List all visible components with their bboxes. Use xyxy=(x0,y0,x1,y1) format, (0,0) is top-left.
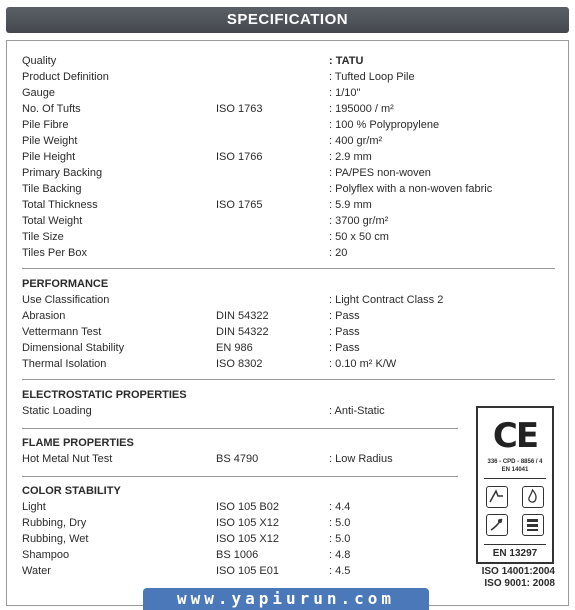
spec-value: : TATU xyxy=(329,55,364,67)
spec-value: : Anti-Static xyxy=(329,405,385,417)
spec-value: : 100 % Polypropylene xyxy=(329,119,440,131)
spec-label: Dimensional Stability xyxy=(22,342,125,354)
spec-standard: ISO 105 B02 xyxy=(216,501,279,513)
spec-value: : 2.9 mm xyxy=(329,151,372,163)
spec-value: : Low Radius xyxy=(329,453,393,465)
spec-label: Water xyxy=(22,565,51,577)
spec-label: Pile Weight xyxy=(22,135,78,147)
spec-label: Thermal Isolation xyxy=(22,358,107,370)
spec-value: : 195000 / m² xyxy=(329,103,394,115)
spec-label: Shampoo xyxy=(22,549,70,561)
spec-standard: ISO 1765 xyxy=(216,199,263,211)
flame-icon xyxy=(522,486,544,508)
section-title: PERFORMANCE xyxy=(22,278,109,290)
thermal-icon xyxy=(522,514,544,536)
specification-header: SPECIFICATION xyxy=(6,7,569,33)
spec-value: : Pass xyxy=(329,342,360,354)
section-divider xyxy=(22,476,458,477)
spec-standard: ISO 105 X12 xyxy=(216,517,279,529)
spec-value: : 400 gr/m² xyxy=(329,135,383,147)
iso-14001: ISO 14001:2004 xyxy=(481,566,555,577)
spec-label: No. Of Tufts xyxy=(22,103,81,115)
spec-standard: DIN 54322 xyxy=(216,310,269,322)
spec-label: Tile Size xyxy=(22,231,64,243)
spec-value: : 50 x 50 cm xyxy=(329,231,389,243)
section-title: COLOR STABILITY xyxy=(22,485,121,497)
spec-standard: ISO 105 X12 xyxy=(216,533,279,545)
spec-value: : 20 xyxy=(329,247,348,259)
section-divider xyxy=(22,379,555,380)
spec-label: Rubbing, Wet xyxy=(22,533,89,545)
spec-standard: EN 986 xyxy=(216,342,253,354)
spec-label: Quality xyxy=(22,55,57,67)
cert-divider-2 xyxy=(484,544,546,545)
section-divider xyxy=(22,268,555,269)
ce-mark: CE xyxy=(492,416,538,456)
spec-value: : 4.4 xyxy=(329,501,351,513)
spec-label: Primary Backing xyxy=(22,167,103,179)
spec-value: : 1/10" xyxy=(329,87,361,99)
spec-value: : Tufted Loop Pile xyxy=(329,71,415,83)
spec-label: Use Classification xyxy=(22,294,110,306)
spec-standard: DIN 54322 xyxy=(216,326,269,338)
spec-value: : 0.10 m² K/W xyxy=(329,358,397,370)
spec-label: Abrasion xyxy=(22,310,66,322)
floor-covering-icon xyxy=(486,486,508,508)
section-title: FLAME PROPERTIES xyxy=(22,437,134,449)
spec-value: : 4.8 xyxy=(329,549,351,561)
spec-value: : Pass xyxy=(329,310,360,322)
cert-standard: EN 13297 xyxy=(492,548,538,559)
spec-label: Pile Fibre xyxy=(22,119,69,131)
spec-label: Product Definition xyxy=(22,71,109,83)
spec-label: Tile Backing xyxy=(22,183,82,195)
spec-value: : Polyflex with a non-woven fabric xyxy=(329,183,493,195)
spec-value: : Pass xyxy=(329,326,360,338)
spec-label: Vettermann Test xyxy=(22,326,102,338)
spec-value: : 4.5 xyxy=(329,565,351,577)
cert-divider xyxy=(484,478,546,479)
spec-label: Hot Metal Nut Test xyxy=(22,453,113,465)
footer-url[interactable]: www.yapiurun.com xyxy=(143,588,429,610)
spec-label: Total Thickness xyxy=(22,199,98,211)
spec-label: Tiles Per Box xyxy=(22,247,88,259)
cert-code-line1: 336 - CPD - 8856 / 4 xyxy=(487,459,543,465)
spec-value: : 3700 gr/m² xyxy=(329,215,389,227)
spec-label: Rubbing, Dry xyxy=(22,517,87,529)
spec-standard: ISO 105 E01 xyxy=(216,565,279,577)
spec-label: Total Weight xyxy=(22,215,83,227)
cert-code-line2: EN 14041 xyxy=(501,467,529,473)
spec-standard: BS 4790 xyxy=(216,453,259,465)
spec-standard: ISO 1766 xyxy=(216,151,263,163)
spec-label: Pile Height xyxy=(22,151,76,163)
certification-box xyxy=(476,406,554,564)
spec-value: : PA/PES non-woven xyxy=(329,167,431,179)
spec-label: Light xyxy=(22,501,46,513)
section-title: ELECTROSTATIC PROPERTIES xyxy=(22,389,187,401)
spec-standard: BS 1006 xyxy=(216,549,259,561)
spec-standard: ISO 1763 xyxy=(216,103,263,115)
cert-code xyxy=(478,458,552,474)
spec-value: : Light Contract Class 2 xyxy=(329,294,444,306)
slip-resistance-icon xyxy=(486,514,508,536)
iso-9001: ISO 9001: 2008 xyxy=(484,578,555,589)
spec-standard: ISO 8302 xyxy=(216,358,263,370)
spec-value: : 5.0 xyxy=(329,533,351,545)
spec-value: : 5.0 xyxy=(329,517,351,529)
spec-value: : 5.9 mm xyxy=(329,199,372,211)
section-divider xyxy=(22,428,458,429)
spec-label: Static Loading xyxy=(22,405,92,417)
spec-label: Gauge xyxy=(22,87,56,99)
